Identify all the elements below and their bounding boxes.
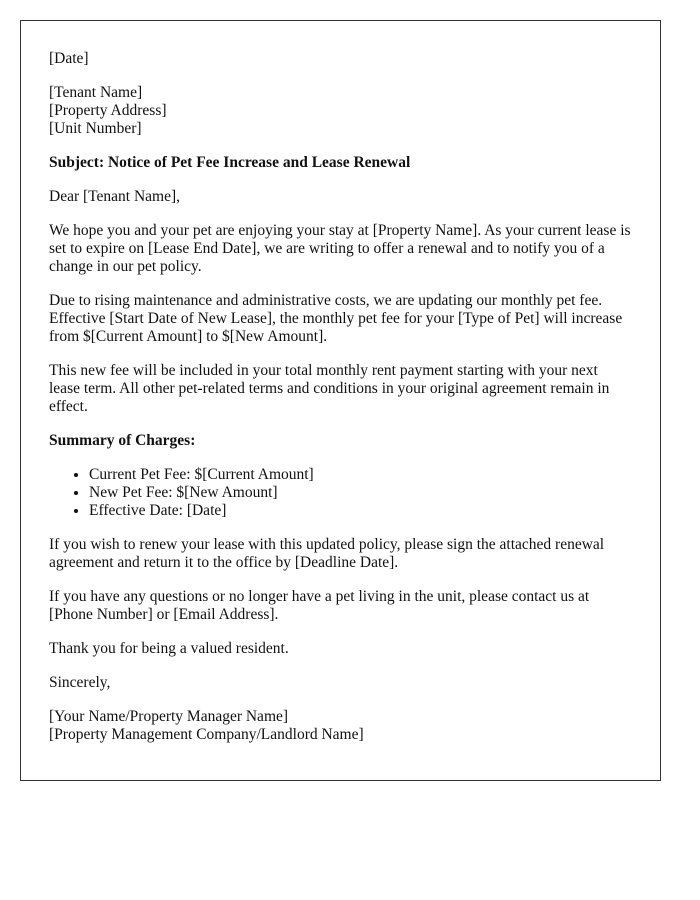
charge-item-current-fee: • Current Pet Fee: $[Current Amount] bbox=[89, 466, 632, 484]
charge-item-effective-date: • Effective Date: [Date] bbox=[89, 502, 632, 520]
body-paragraph-rent-inclusion: This new fee will be included in your total monthly rent payment starting with your next lease term. All other pet-related terms and conditions in your original agreement remain in effect. bbox=[49, 362, 610, 415]
body-paragraph-fee-increase: Due to rising maintenance and administrative costs, we are updating our monthly pet fee. Effective [Start Date of New Lease], the monthly pet fee for your [Type of Pet] will increase from $[Current Amount] to $[New Amount]. bbox=[49, 292, 623, 345]
body-paragraph-intro: We hope you and your pet are enjoying your stay at [Property Name]. As your current lease is set to expire on [Lease End Date], we are writing to offer a renewal and to notify you of a change in our pet policy. bbox=[49, 222, 631, 275]
closing-paragraph-contact: If you have any questions or no longer have a pet living in the unit, please contact us at [Phone Number] or [Email Address]. bbox=[49, 588, 590, 623]
closing-paragraph-renewal: If you wish to renew your lease with this updated policy, please sign the attached renewal agreement and return it to the office by [Deadline Date]. bbox=[49, 536, 605, 571]
closing-paragraph-thanks: Thank you for being a valued resident. bbox=[49, 640, 289, 657]
letter-date: [Date] bbox=[49, 50, 89, 67]
sign-off: Sincerely, bbox=[49, 674, 111, 691]
recipient-property-address: [Property Address] bbox=[49, 102, 167, 119]
letter-subject: Subject: Notice of Pet Fee Increase and Lease Renewal bbox=[49, 154, 411, 171]
signature-company: [Property Management Company/Landlord Name] bbox=[49, 726, 364, 743]
signature-name: [Your Name/Property Manager Name] bbox=[49, 708, 289, 725]
signature-block bbox=[49, 708, 632, 744]
salutation: Dear [Tenant Name], bbox=[49, 188, 181, 205]
recipient-block bbox=[49, 84, 632, 138]
summary-charges-list bbox=[49, 466, 632, 520]
charge-item-new-fee: • New Pet Fee: $[New Amount] bbox=[89, 484, 632, 502]
letter-container bbox=[20, 20, 661, 781]
summary-heading: Summary of Charges: bbox=[49, 432, 196, 449]
recipient-tenant-name: [Tenant Name] bbox=[49, 84, 143, 101]
recipient-unit-number: [Unit Number] bbox=[49, 120, 142, 137]
